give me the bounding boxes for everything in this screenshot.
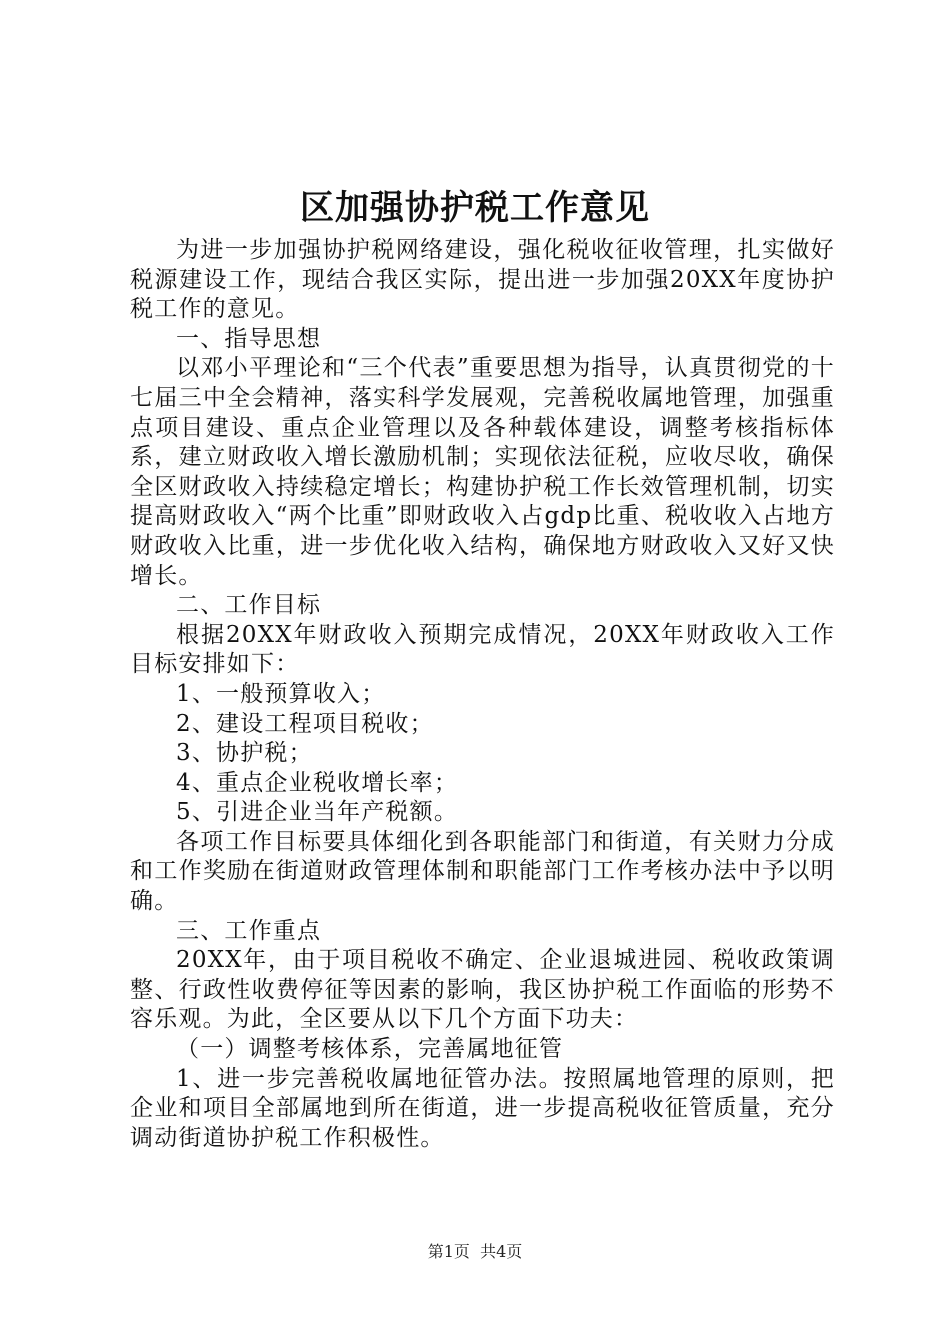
- section-heading-work-goals: 二、工作目标: [176, 592, 322, 619]
- goal-list-item: 5、引进企业当年产税额。: [176, 799, 459, 826]
- goal-list-item: 4、重点企业税收增长率；: [176, 769, 459, 796]
- page-footer: [0, 1240, 950, 1264]
- section-heading-work-focus: 三、工作重点: [176, 917, 322, 944]
- document-body: [130, 236, 835, 1153]
- guiding-ideology-paragraph: 以邓小平理论和“三个代表”重要思想为指导，认真贯彻党的十七届三中全会精神，落实科学发展观，完善税收属地管理，加强重点项目建设、重点企业管理以及各种载体建设，调整考核指标体系，建立财政收入增长激励机制；实现依法征税，应收尽收，确保全区财政收入持续稳定增长；构建协护税工作长效管理机制，切实提高财政收入“两个比重”即财政收入占gdp比重、税收收入占地方财政收入比重，进一步优化收入结构，确保地方财政收入又好又快增长。: [130, 355, 835, 589]
- page-number: 第1页 共4页: [427, 1242, 523, 1261]
- subsection-heading: （一）调整考核体系，完善属地征管: [176, 1036, 564, 1063]
- subsection-paragraph: 1、进一步完善税收属地征管办法。按照属地管理的原则，把企业和项目全部属地到所在街道，进一步提高税收征管质量，充分调动街道协护税工作积极性。: [130, 1065, 835, 1151]
- goal-list-item: 1、一般预算收入；: [176, 680, 386, 707]
- section-heading-guiding-ideology: 一、指导思想: [176, 325, 322, 352]
- goal-list-item: 3、协护税；: [176, 740, 313, 767]
- work-goals-paragraph: 根据20XX年财政收入预期完成情况，20XX年财政收入工作目标安排如下：: [130, 621, 835, 678]
- goal-detail-paragraph: 各项工作目标要具体细化到各职能部门和街道，有关财力分成和工作奖励在街道财政管理体制和职能部门工作考核办法中予以明确。: [130, 828, 835, 915]
- intro-paragraph: 为进一步加强协护税网络建设，强化税收征收管理，扎实做好税源建设工作，现结合我区实际，提出进一步加强20XX年度协护税工作的意见。: [130, 237, 835, 323]
- work-focus-paragraph: 20XX年，由于项目税收不确定、企业退城进园、税收政策调整、行政性收费停征等因素的影响，我区协护税工作面临的形势不容乐观。为此，全区要从以下几个方面下功夫：: [130, 947, 835, 1033]
- document-title: 区加强协护税工作意见: [300, 188, 650, 228]
- goal-list-item: 2、建设工程项目税收；: [176, 710, 434, 737]
